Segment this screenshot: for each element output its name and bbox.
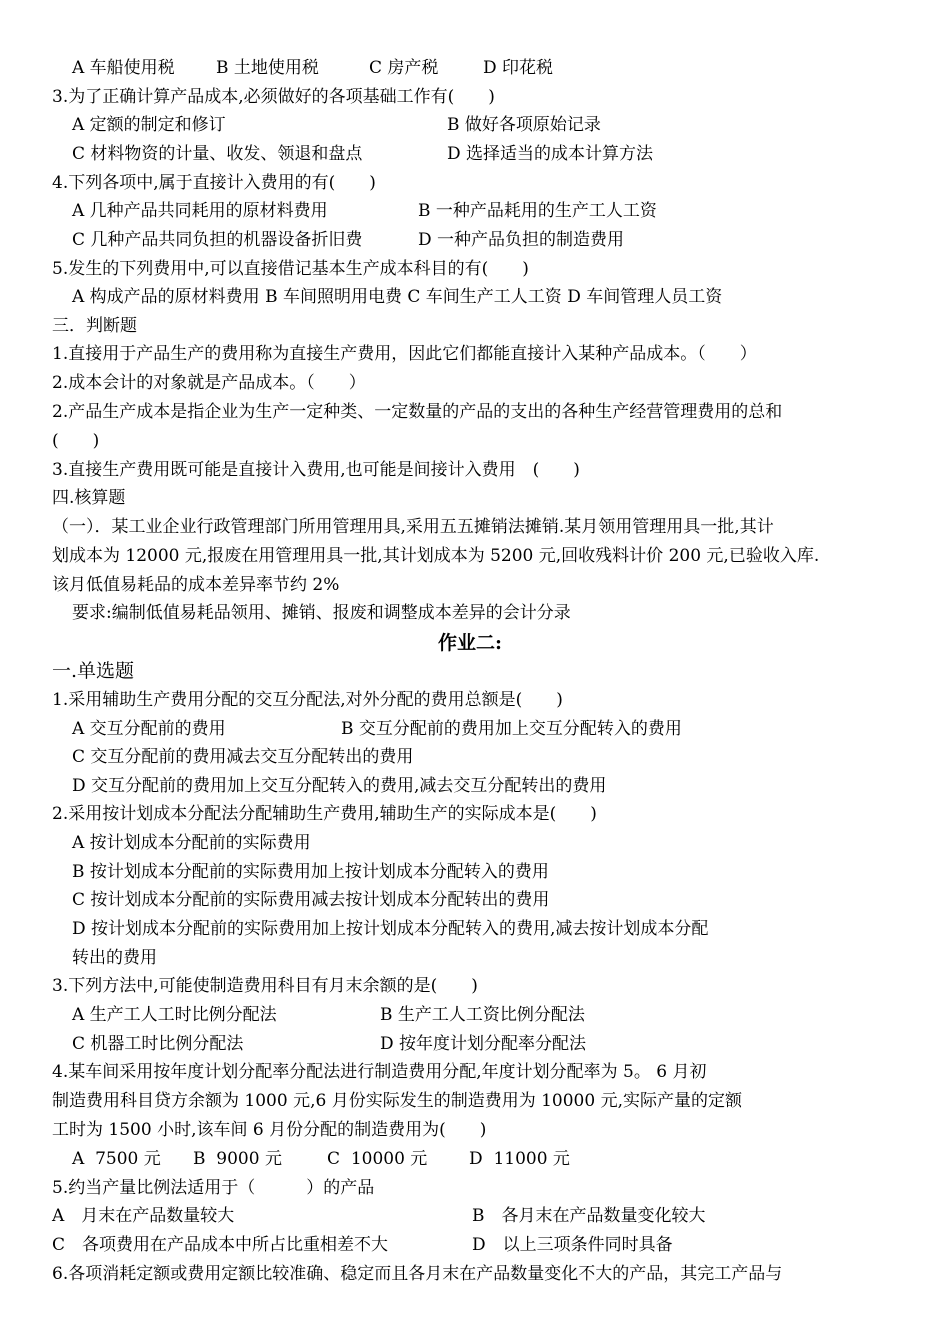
text-line-14-0: 3.直接生产费用既可能是直接计入费用,也可能是间接计入费用 ( ) bbox=[52, 460, 580, 480]
text-line-3-1: D 选择适当的成本计算方法 bbox=[447, 144, 654, 164]
text-line-25-0: D 交互分配前的费用加上交互分配转入的费用,减去交互分配转出的费用 bbox=[72, 776, 607, 796]
text-line-22-0: 1.采用辅助生产费用分配的交互分配法,对外分配的费用总额是( ) bbox=[52, 690, 563, 710]
text-line-34-1: D 按年度计划分配率分配法 bbox=[380, 1034, 587, 1054]
text-line-41-1: D 以上三项条件同时具备 bbox=[472, 1235, 673, 1255]
text-line-27-0: A 按计划成本分配前的实际费用 bbox=[72, 833, 311, 853]
text-line-24-0: C 交互分配前的费用减去交互分配转出的费用 bbox=[72, 747, 414, 767]
text-line-26-0: 2.采用按计划成本分配法分配辅助生产费用,辅助生产的实际成本是( ) bbox=[52, 804, 597, 824]
text-line-23-1: B 交互分配前的费用加上交互分配转入的费用 bbox=[341, 719, 682, 739]
text-line-4-0: 4.下列各项中,属于直接计入费用的有( ) bbox=[52, 173, 376, 193]
text-line-0-1: B 土地使用税 bbox=[216, 58, 319, 78]
text-line-29-0: C 按计划成本分配前的实际费用减去按计划成本分配转出的费用 bbox=[72, 890, 550, 910]
text-line-41-0: C 各项费用在产品成本中所占比重相差不大 bbox=[52, 1235, 389, 1255]
text-line-39-0: 5.约当产量比例法适用于（ ）的产品 bbox=[52, 1178, 375, 1198]
text-line-42-0: 6.各项消耗定额或费用定额比较准确、稳定而且各月末在产品数量变化不大的产品，其完工产品与 bbox=[52, 1264, 783, 1284]
text-line-10-0: 1.直接用于产品生产的费用称为直接生产费用，因此它们都能直接计入某种产品成本。（ ） bbox=[52, 344, 757, 364]
text-line-7-0: 5.发生的下列费用中,可以直接借记基本生产成本科目的有( ) bbox=[52, 259, 529, 279]
text-line-12-0: 2.产品生产成本是指企业为生产一定种类、一定数量的产品的支出的各种生产经营管理费用的总和 bbox=[52, 402, 783, 422]
text-line-33-1: B 生产工人工资比例分配法 bbox=[380, 1005, 585, 1025]
text-line-23-0: A 交互分配前的费用 bbox=[72, 719, 226, 739]
text-line-32-0: 3.下列方法中,可能使制造费用科目有月末余额的是( ) bbox=[52, 976, 478, 996]
text-line-16-0: （一）．某工业企业行政管理部门所用管理用具,采用五五摊销法摊销.某月领用管理用具一批,其计 bbox=[52, 517, 774, 537]
text-line-30-0: D 按计划成本分配前的实际费用加上按计划成本分配转入的费用,减去按计划成本分配 bbox=[72, 919, 709, 939]
text-line-38-0: A 7500 元 bbox=[72, 1149, 161, 1169]
text-line-19-0: 要求:编制低值易耗品领用、摊销、报废和调整成本差异的会计分录 bbox=[72, 603, 571, 623]
text-line-0-0: A 车船使用税 bbox=[72, 58, 175, 78]
text-line-0-3: D 印花税 bbox=[483, 58, 554, 78]
text-line-20-0: 作业二: bbox=[438, 632, 503, 654]
text-line-6-0: C 几种产品共同负担的机器设备折旧费 bbox=[72, 230, 363, 250]
text-line-6-1: D 一种产品负担的制造费用 bbox=[418, 230, 625, 250]
text-line-35-0: 4.某车间采用按年度计划分配率分配法进行制造费用分配,年度计划分配率为 5。 6 月初 bbox=[52, 1062, 707, 1082]
text-line-34-0: C 机器工时比例分配法 bbox=[72, 1034, 244, 1054]
text-line-13-0: ( ) bbox=[52, 431, 100, 451]
text-line-40-1: B 各月末在产品数量变化较大 bbox=[472, 1206, 706, 1226]
text-line-1-0: 3.为了正确计算产品成本,必须做好的各项基础工作有( ) bbox=[52, 87, 495, 107]
text-line-5-0: A 几种产品共同耗用的原材料费用 bbox=[72, 201, 328, 221]
text-line-3-0: C 材料物资的计量、收发、领退和盘点 bbox=[72, 144, 363, 164]
text-line-15-0: 四.核算题 bbox=[52, 488, 126, 508]
text-line-9-0: 三．判断题 bbox=[52, 316, 137, 336]
text-line-40-0: A 月末在产品数量较大 bbox=[52, 1206, 235, 1226]
text-line-11-0: 2.成本会计的对象就是产品成本。（ ） bbox=[52, 373, 366, 393]
text-line-36-0: 制造费用科目贷方余额为 1000 元,6 月份实际发生的制造费用为 10000 元,实际产量的定额 bbox=[52, 1091, 742, 1111]
text-line-2-0: A 定额的制定和修订 bbox=[72, 115, 226, 135]
text-line-8-0: A 构成产品的原材料费用 B 车间照明用电费 C 车间生产工人工资 D 车间管理人员工资 bbox=[72, 287, 723, 307]
text-line-2-1: B 做好各项原始记录 bbox=[447, 115, 601, 135]
text-line-38-1: B 9000 元 bbox=[193, 1149, 282, 1169]
text-line-33-0: A 生产工人工时比例分配法 bbox=[72, 1005, 277, 1025]
text-line-28-0: B 按计划成本分配前的实际费用加上按计划成本分配转入的费用 bbox=[72, 862, 549, 882]
text-line-21-0: 一.单选题 bbox=[52, 660, 135, 682]
text-line-37-0: 工时为 1500 小时,该车间 6 月份分配的制造费用为( ) bbox=[52, 1120, 487, 1140]
text-line-18-0: 该月低值易耗品的成本差异率节约 2% bbox=[52, 575, 340, 595]
text-line-38-3: D 11000 元 bbox=[469, 1149, 570, 1169]
text-line-38-2: C 10000 元 bbox=[327, 1149, 428, 1169]
text-line-31-0: 转出的费用 bbox=[72, 948, 157, 968]
text-line-17-0: 划成本为 12000 元,报废在用管理用具一批,其计划成本为 5200 元,回收残料计价 200 元,已验收入库. bbox=[52, 546, 820, 566]
text-line-0-2: C 房产税 bbox=[369, 58, 439, 78]
text-line-5-1: B 一种产品耗用的生产工人工资 bbox=[418, 201, 657, 221]
